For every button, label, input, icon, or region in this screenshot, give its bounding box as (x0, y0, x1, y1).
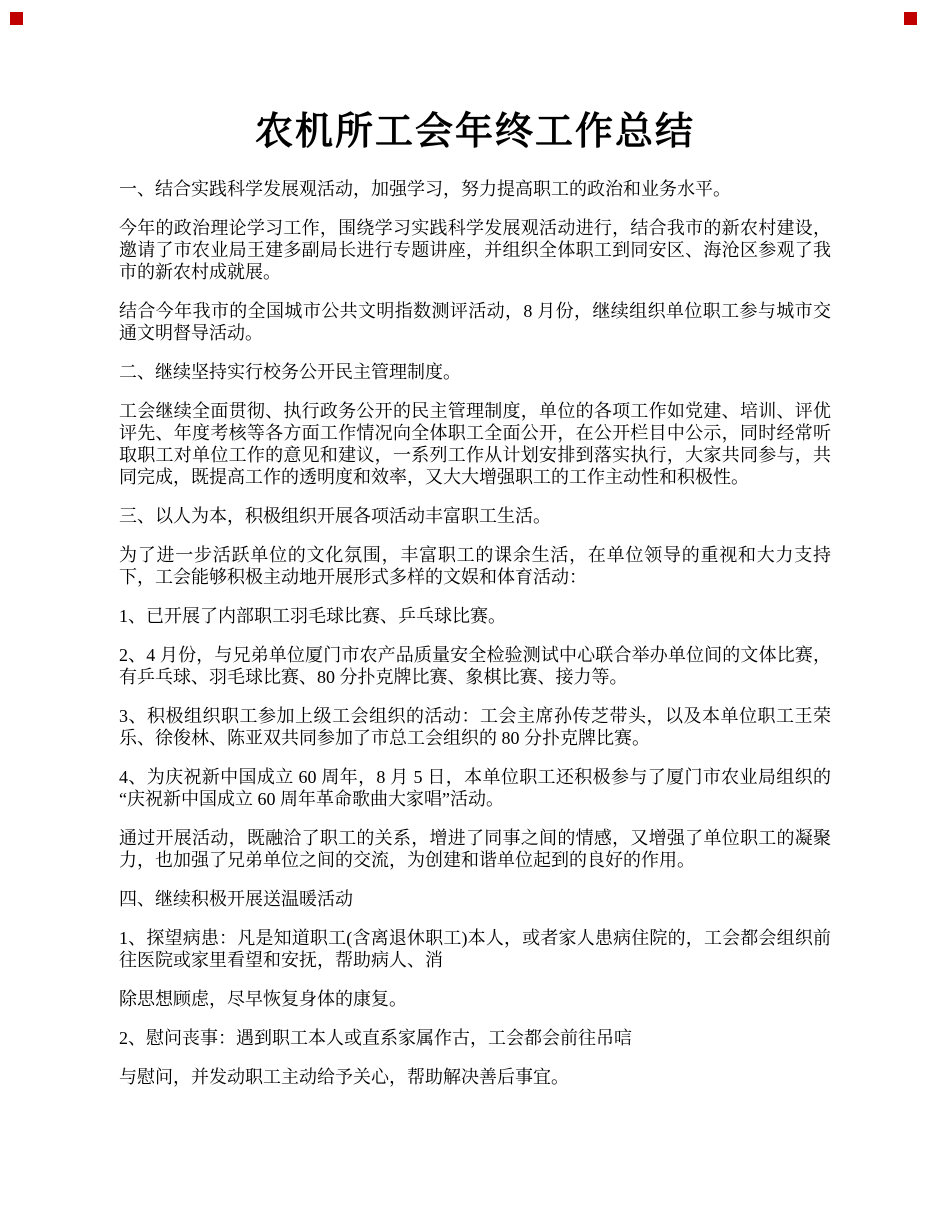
document-body (119, 154, 831, 1088)
document-title: 农机所工会年终工作总结 (254, 111, 695, 153)
list-item-1b: 1、探望病患：凡是知道职工(含离退休职工)本人，或者家人患病住院的，工会都会组织前往医院或家里看望和安抚，帮助病人、消 (119, 928, 831, 970)
paragraph: 通过开展活动，既融洽了职工的关系，增进了同事之间的情感，又增强了单位职工的凝聚力，也加强了兄弟单位之间的交流，为创建和谐单位起到的良好的作用。 (119, 828, 831, 870)
paragraph: 今年的政治理论学习工作，围绕学习实践科学发展观活动进行，结合我市的新农村建设，邀请了市农业局王建多副局长进行专题讲座，并组织全体职工到同安区、海沧区参观了我市的新农村成就展。 (119, 218, 831, 282)
paragraph: 与慰问，并发动职工主动给予关心，帮助解决善后事宜。 (119, 1067, 569, 1087)
paragraph: 结合今年我市的全国城市公共文明指数测评活动，8 月份，继续组织单位职工参与城市交通文明督导活动。 (119, 301, 831, 343)
section-heading-1: 一、结合实践科学发展观活动，加强学习，努力提高职工的政治和业务水平。 (119, 179, 731, 199)
paragraph: 为了进一步活跃单位的文化氛围，丰富职工的课余生活，在单位领导的重视和大力支持下，工会能够积极主动地开展形式多样的文娱和体育活动： (119, 545, 831, 587)
section-heading-3: 三、以人为本，积极组织开展各项活动丰富职工生活。 (119, 506, 551, 526)
list-item-4: 4、为庆祝新中国成立 60 周年，8 月 5 日，本单位职工还积极参与了厦门市农业局组织的“庆祝新中国成立 60 周年革命歌曲大家唱”活动。 (119, 767, 831, 809)
list-item-1: 1、已开展了内部职工羽毛球比赛、乒乓球比赛。 (119, 606, 506, 626)
paragraph: 工会继续全面贯彻、执行政务公开的民主管理制度，单位的各项工作如党建、培训、评优评先、年度考核等各方面工作情况向全体职工全面公开，在公开栏目中公示，同时经常听取职工对单位工作的意见和建议，一系列工作从计划安排到落实执行，大家共同参与，共同完成，既提高工作的透明度和效率，又大大增强职工的工作主动性和积极性。 (119, 401, 831, 487)
paragraph: 除思想顾虑，尽早恢复身体的康复。 (119, 989, 407, 1009)
section-heading-4: 四、继续积极开展送温暖活动 (119, 889, 353, 909)
list-item-2: 2、4 月份，与兄弟单位厦门市农产品质量安全检验测试中心联合举办单位间的文体比赛，有乒乓球、羽毛球比赛、80 分扑克牌比赛、象棋比赛、接力等。 (119, 645, 831, 687)
section-heading-2: 二、继续坚持实行校务公开民主管理制度。 (119, 362, 461, 382)
red-corner-marker-right (904, 12, 917, 25)
list-item-3: 3、积极组织职工参加上级工会组织的活动：工会主席孙传芝带头，以及本单位职工王荣乐、徐俊林、陈亚双共同参加了市总工会组织的 80 分扑克牌比赛。 (119, 706, 831, 748)
list-item-2b: 2、慰问丧事：遇到职工本人或直系家属作古，工会都会前往吊唁 (119, 1028, 632, 1048)
red-corner-marker-left (10, 12, 23, 25)
